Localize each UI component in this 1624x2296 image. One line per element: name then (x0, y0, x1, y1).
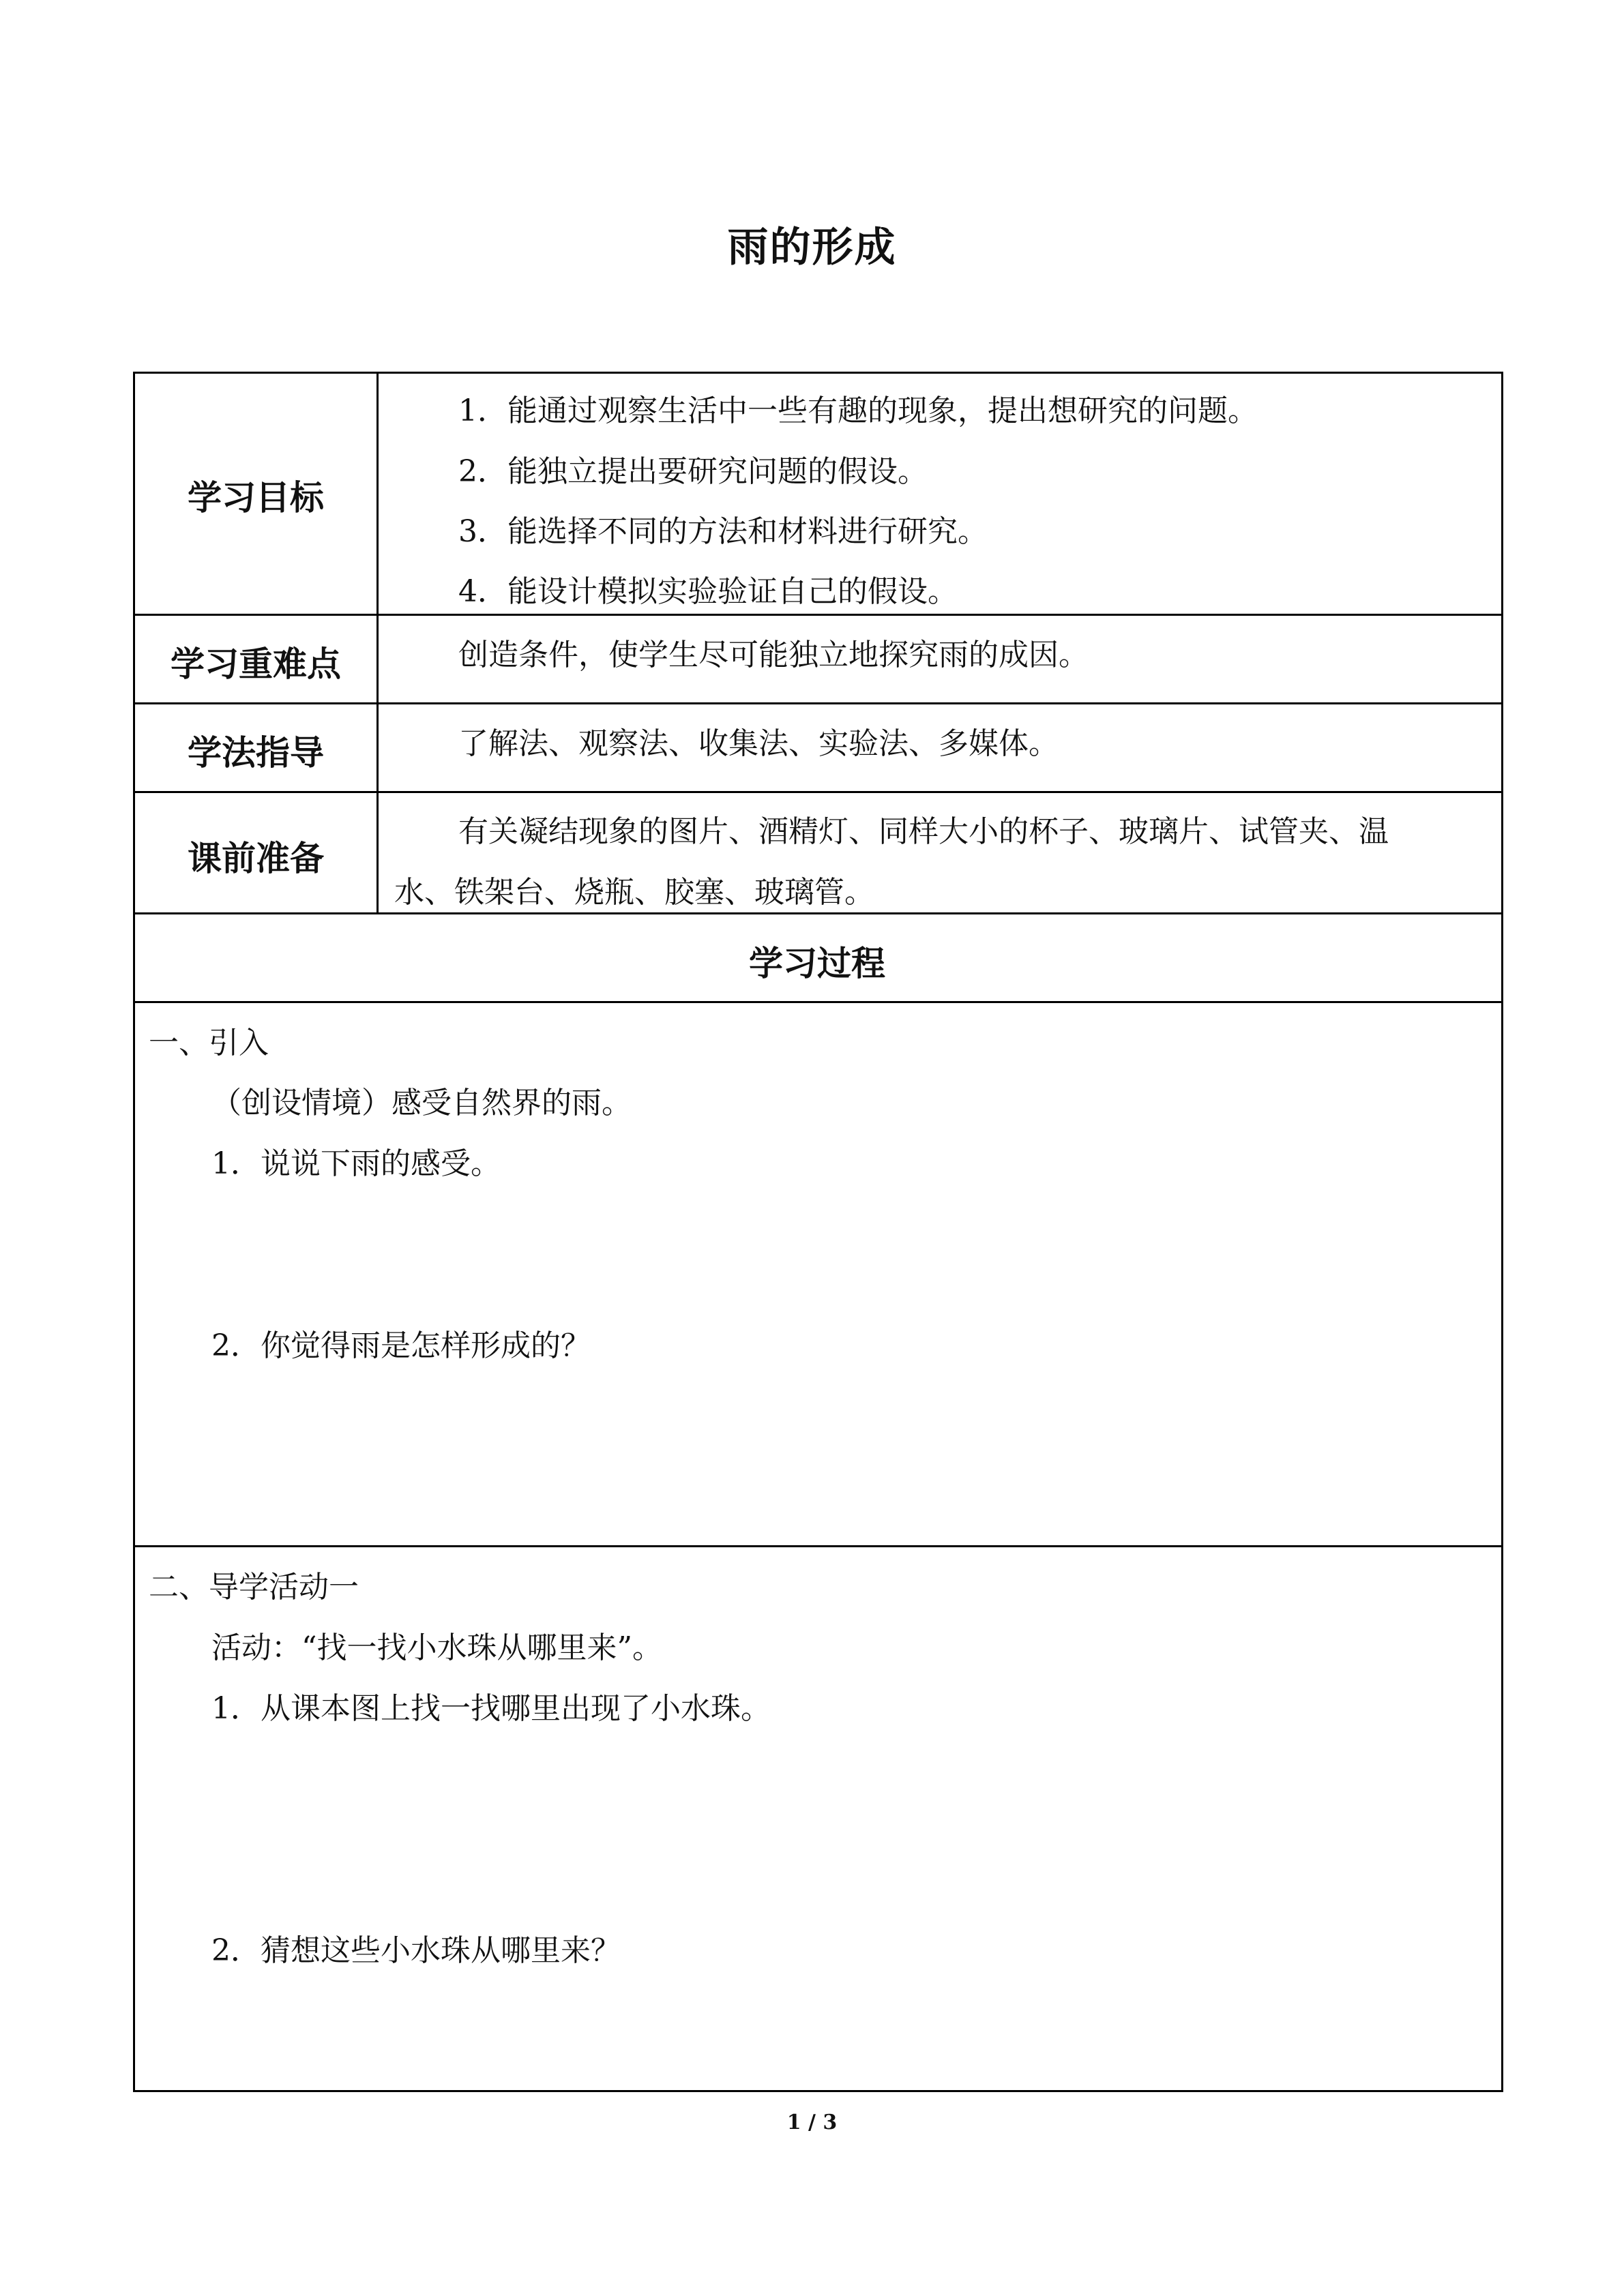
column-divider (377, 372, 379, 914)
row-divider (133, 1545, 1501, 1547)
row-divider (133, 1001, 1501, 1003)
objective-item: 2．能独立提出要研究问题的假设。 (458, 454, 928, 489)
row-divider (133, 791, 1501, 793)
method-text: 了解法、观察法、收集法、实验法、多媒体。 (458, 726, 1059, 761)
key-points-text: 创造条件，使学生尽可能独立地探究雨的成因。 (458, 638, 1089, 672)
page-number: 1 / 3 (786, 2111, 838, 2134)
section1-question-1: 1．说说下雨的感受。 (211, 1146, 501, 1181)
preparation-text-line2: 水、铁架台、烧瓶、胶塞、玻璃管。 (394, 875, 874, 910)
method-label: 学法指导 (188, 733, 324, 773)
section2-question-2: 2．猜想这些小水珠从哪里来？ (211, 1933, 621, 1968)
section2-intro: 活动：“找一找小水珠从哪里来”。 (211, 1630, 662, 1665)
section1-heading: 一、引入 (149, 1026, 269, 1060)
lesson-table (133, 372, 1503, 2092)
page-title: 雨的形成 (727, 224, 897, 271)
preparation-text-line1: 有关凝结现象的图片、酒精灯、同样大小的杯子、玻璃片、试管夹、温 (458, 814, 1389, 849)
objective-item: 3．能选择不同的方法和材料进行研究。 (458, 514, 988, 549)
section2-question-1: 1．从课本图上找一找哪里出现了小水珠。 (211, 1691, 771, 1726)
objective-item: 4．能设计模拟实验验证自己的假设。 (458, 574, 958, 609)
section1-intro: （创设情境）感受自然界的雨。 (211, 1086, 632, 1120)
process-heading: 学习过程 (749, 944, 885, 983)
row-divider (133, 614, 1501, 616)
objectives-label: 学习目标 (188, 478, 324, 518)
section1-question-2: 2．你觉得雨是怎样形成的？ (211, 1328, 591, 1363)
objective-item: 1．能通过观察生活中一些有趣的现象，提出想研究的问题。 (458, 393, 1258, 428)
key-points-label: 学习重难点 (171, 644, 341, 684)
section2-heading: 二、导学活动一 (149, 1570, 359, 1605)
row-divider (133, 702, 1501, 704)
preparation-label: 课前准备 (188, 839, 324, 878)
